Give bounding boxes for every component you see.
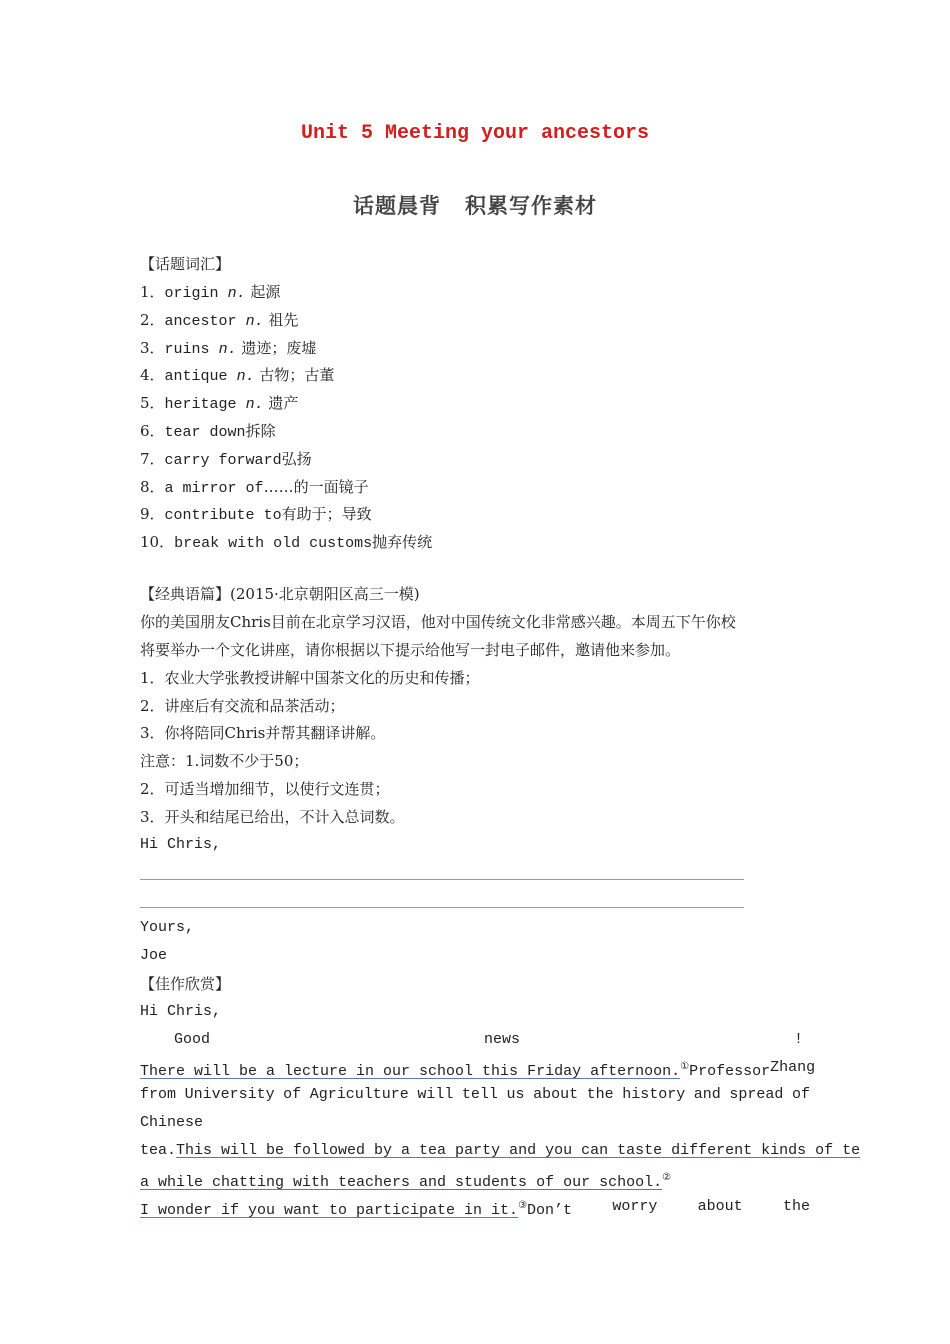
- model-word: about: [533, 1086, 579, 1103]
- model-word: University: [184, 1086, 275, 1103]
- model-line: [140, 1197, 810, 1221]
- model-word: the: [782, 1198, 810, 1215]
- letter-signature: Joe: [140, 947, 168, 964]
- vocab-number: 3．: [140, 338, 165, 357]
- vocab-meaning: 遗迹；废墟: [236, 338, 317, 357]
- model-word: and: [693, 1086, 721, 1103]
- vocab-word: antique: [164, 368, 237, 386]
- vocab-meaning: 拆除: [245, 422, 276, 440]
- classic-header: 【经典语篇】: [140, 585, 231, 603]
- vocab-number: 10．: [140, 533, 175, 552]
- model-word: tell: [461, 1086, 498, 1103]
- model-word: tea.: [140, 1142, 177, 1159]
- vocab-meaning: 弘扬: [281, 449, 312, 468]
- model-line: [140, 1058, 816, 1082]
- vocab-word: ruins: [164, 340, 219, 358]
- model-word: of: [283, 1086, 302, 1103]
- vocab-word: origin: [164, 285, 228, 302]
- model-word: worry: [612, 1198, 658, 1215]
- answer-line: [140, 879, 744, 880]
- prompt-note: 3．开头和结尾已给出，不计入总词数。: [140, 808, 405, 826]
- model-word: Professor: [689, 1063, 771, 1080]
- model-word: Agriculture: [309, 1086, 409, 1103]
- model-word: us: [506, 1086, 525, 1103]
- prompt-line: 你的美国朋友Chris目前在北京学习汉语，他对中国传统文化非常感兴趣。本周五下午你校: [140, 613, 736, 631]
- model-line: [140, 1141, 860, 1161]
- model-word: about: [697, 1198, 743, 1215]
- vocab-item: [140, 421, 276, 443]
- vocab-word: tear down: [164, 424, 246, 441]
- vocab-word: carry forward: [164, 451, 282, 469]
- unit-title: Unit 5 Meeting your ancestors: [300, 122, 650, 145]
- prompt-point: 3．你将陪同Chris并帮其翻译讲解。: [140, 724, 386, 742]
- vocab-number: 2．: [140, 310, 165, 329]
- vocab-meaning: 有助于；导致: [281, 505, 372, 524]
- vocab-meaning: 起源: [245, 283, 281, 301]
- vocab-word: contribute to: [164, 507, 282, 525]
- vocab-meaning: ……的一面镜子: [263, 477, 369, 496]
- model-word: !: [793, 1031, 803, 1048]
- vocab-word: break with old customs: [174, 535, 373, 553]
- model-line: [140, 1085, 810, 1105]
- section-title-part-a: 话题晨背: [353, 194, 441, 218]
- model-greeting: Hi Chris,: [140, 1003, 222, 1020]
- model-word: the: [586, 1086, 614, 1103]
- vocab-number: 4．: [140, 366, 165, 385]
- vocab-item: [140, 365, 334, 387]
- answer-line: [140, 907, 744, 908]
- underlined-sentence-2: This will be followed by a tea party and you can taste different kinds of te: [176, 1142, 861, 1159]
- vocab-header: 【话题词汇】: [140, 255, 231, 273]
- model-word: of: [791, 1086, 810, 1103]
- prompt-note: 注意：1.词数不少于50；: [140, 752, 309, 770]
- vocab-item: [140, 310, 298, 332]
- vocab-pos: n.: [236, 368, 255, 386]
- vocab-item: [140, 504, 372, 526]
- prompt-point: 2．讲座后有交流和品茶活动；: [140, 697, 345, 715]
- vocab-item: [140, 449, 312, 471]
- model-header: 【佳作欣赏】: [140, 975, 231, 993]
- vocab-word: heritage: [164, 396, 246, 414]
- classic-source: (2015·北京朝阳区高三一模): [230, 585, 420, 603]
- underlined-sentence-1: There will be a lecture in our school this Friday afternoon.: [140, 1063, 681, 1080]
- vocab-pos: n.: [245, 312, 264, 330]
- marker-2: ②: [662, 1173, 672, 1184]
- model-line: Chinese: [140, 1114, 204, 1131]
- vocab-meaning: 遗产: [263, 394, 299, 413]
- vocab-item: [140, 338, 316, 360]
- vocab-number: 1．: [140, 283, 165, 301]
- section-title: [0, 190, 950, 220]
- section-title-part-b: 积累写作素材: [465, 194, 597, 218]
- underlined-sentence-2-cont: a while chatting with teachers and students of our school.: [140, 1174, 663, 1191]
- vocab-number: 7．: [140, 449, 165, 468]
- model-word: history: [622, 1086, 686, 1103]
- vocab-item: [140, 532, 432, 554]
- model-word: spread: [729, 1086, 784, 1103]
- vocab-number: 8．: [140, 477, 165, 496]
- letter-closing: Yours,: [140, 919, 195, 936]
- vocab-meaning: 祖先: [263, 310, 299, 329]
- vocab-item: [140, 393, 298, 415]
- marker-3: ③: [518, 1201, 528, 1212]
- vocab-word: a mirror of: [164, 479, 264, 497]
- vocab-number: 9．: [140, 505, 165, 524]
- prompt-line: 将要举办一个文化讲座，请你根据以下提示给他写一封电子邮件，邀请他来参加。: [140, 641, 681, 659]
- vocab-meaning: 古物；古董: [254, 366, 335, 385]
- letter-greeting: Hi Chris,: [140, 836, 222, 853]
- underlined-sentence-3: I wonder if you want to participate in it.: [140, 1202, 519, 1219]
- model-word: Zhang: [770, 1059, 816, 1076]
- vocab-number: 5．: [140, 394, 165, 413]
- model-word: Don’t: [527, 1202, 573, 1219]
- vocab-pos: n.: [245, 396, 264, 414]
- vocab-number: 6．: [140, 422, 165, 440]
- vocab-pos: n.: [218, 340, 237, 358]
- model-line: [140, 1169, 671, 1193]
- marker-1: ①: [680, 1062, 690, 1073]
- model-word: news: [483, 1031, 520, 1048]
- vocab-meaning: 抛弃传统: [372, 533, 433, 552]
- vocab-word: ancestor: [164, 312, 246, 330]
- prompt-point: 1．农业大学张教授讲解中国茶文化的历史和传播；: [140, 669, 480, 687]
- vocab-pos: n.: [227, 285, 246, 302]
- vocab-item: [140, 282, 280, 304]
- model-word: Good: [174, 1031, 211, 1048]
- model-line: [174, 1030, 803, 1050]
- model-word: will: [417, 1086, 454, 1103]
- model-word: from: [140, 1086, 177, 1103]
- vocab-item: [140, 477, 369, 499]
- prompt-note: 2．可适当增加细节，以使行文连贯；: [140, 780, 390, 798]
- classic-header-line: [140, 584, 420, 604]
